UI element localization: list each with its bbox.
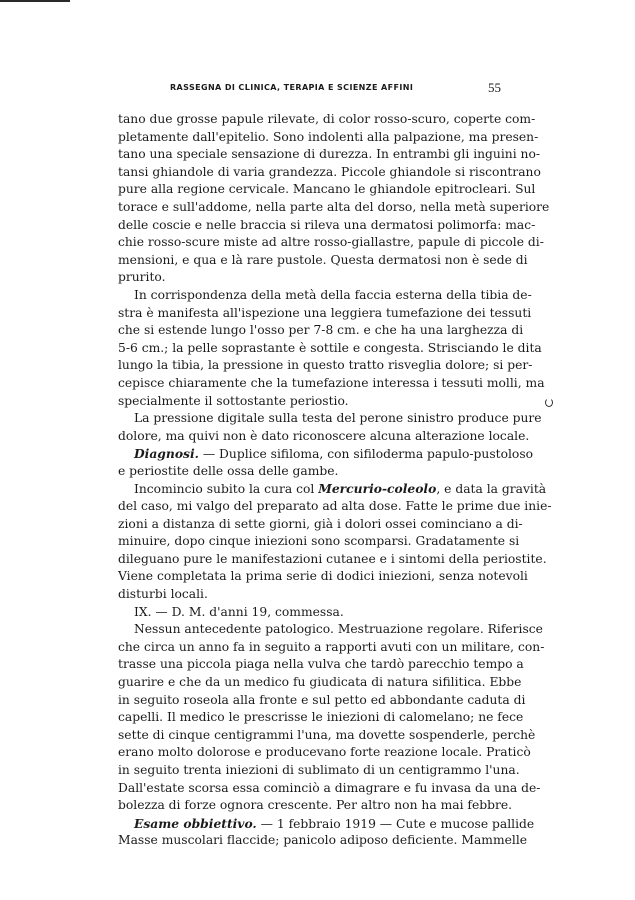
margin-mark	[545, 398, 553, 407]
text-line: Viene completata la prima serie di dodici iniezioni, senza notevoli	[118, 569, 528, 584]
text-line: dileguano pure le manifestazioni cutanee e i sintomi della periostite.	[118, 551, 547, 566]
mercurio-label: Mercurio-coleolo	[318, 481, 437, 497]
text-line: che circa un anno fa in seguito a rapporti avuti con un militare, con-	[118, 639, 545, 654]
mercurio-line	[118, 480, 547, 498]
text-line: mensioni, e qua e là rare pustole. Questa dermatosi non è sede di	[118, 252, 528, 267]
text-line: in seguito trenta iniezioni di sublimato di un centigrammo l'una.	[118, 762, 520, 777]
text-line: — Duplice sifiloma, con sifiloderma papulo-pustoloso	[202, 447, 534, 462]
diagnosi-line	[118, 445, 534, 463]
text-line: Dall'estate scorsa essa cominciò a dimagrare e fu invasa da una de-	[118, 780, 541, 795]
text-line: cepisce chiaramente che la tumefazione interessa i tessuti molli, ma	[118, 375, 545, 390]
text-line: chie rosso-scure miste ad altre rosso-giallastre, papule di piccole di-	[118, 235, 544, 250]
text-line: trasse una piccola piaga nella vulva che tardò parecchio tempo a	[118, 657, 524, 672]
text-line: capelli. Il medico le prescrisse le iniezioni di calomelano; ne fece	[118, 710, 524, 725]
text-line: disturbi locali.	[118, 587, 208, 602]
text-line: Masse muscolari flaccide; panicolo adiposo deficiente. Mammelle	[118, 833, 528, 848]
text-line: pure alla regione cervicale. Mancano le ghiandole epitrocleari. Sul	[118, 182, 536, 197]
text-line: Nessun antecedente patologico. Mestruazione regolare. Riferisce	[134, 622, 543, 637]
text-line: bolezza di forze ognora crescente. Per altro non ha mai febbre.	[118, 798, 513, 813]
text-line: La pressione digitale sulla testa del perone sinistro produce pure	[134, 411, 542, 426]
text-line: torace e sull'addome, nella parte alta del dorso, nella metà superiore	[118, 199, 550, 214]
text-line: zioni a distanza di sette giorni, già i dolori ossei cominciano a di-	[118, 516, 523, 531]
text-line: tano due grosse papule rilevate, di color rosso-scuro, coperte com-	[118, 112, 536, 126]
text-line: prurito.	[118, 270, 166, 285]
text-line: e periostite delle ossa delle gambe.	[118, 463, 339, 478]
esame-line	[118, 815, 535, 833]
page-number: 55	[488, 80, 501, 95]
case-heading: IX. — D. M. d'anni 19, commessa.	[134, 604, 344, 619]
text-line: in seguito roseola alla fronte e sul petto ed abbondante caduta di	[118, 692, 526, 707]
text-line: sette di cinque centigrammi l'una, ma dovette sospenderle, perchè	[118, 727, 536, 742]
text-line: — 1 febbraio 1919 — Cute e mucose pallide	[260, 816, 535, 831]
running-header: RASSEGNA DI CLINICA, TERAPIA E SCIENZE AFFINI	[170, 83, 414, 92]
text-line: tansi ghiandole di varia grandezza. Piccole ghiandole si riscontrano	[118, 164, 541, 179]
text-line: dolore, ma quivi non è dato riconoscere alcuna alterazione locale.	[118, 428, 530, 443]
body-text	[118, 111, 552, 850]
text-line: erano molto dolorose e producevano forte reazione locale. Praticò	[118, 745, 531, 760]
text-line: tano una speciale sensazione di durezza. In entrambi gli inguini no-	[118, 147, 541, 162]
text-line: pletamente dall'epitelio. Sono indolenti alla palpazione, ma presen-	[118, 129, 539, 144]
text-line: In corrispondenza della metà della faccia esterna della tibia de-	[134, 287, 532, 302]
text-line: del caso, mi valgo del preparato ad alta dose. Fatte le prime due inie-	[118, 499, 552, 514]
top-rule	[0, 0, 70, 2]
text-line: minuire, dopo cinque iniezioni sono scomparsi. Gradatamente si	[118, 534, 520, 549]
text-line: specialmente il sottostante periostio.	[118, 393, 349, 408]
text-line: lungo la tibia, la pressione in questo tratto risveglia dolore; si per-	[118, 358, 533, 373]
esame-label: Esame obbiettivo.	[134, 815, 257, 831]
text-line: 5-6 cm.; la pelle soprastante è sottile e congesta. Strisciando le dita	[118, 340, 542, 355]
diagnosi-label: Diagnosi.	[134, 446, 199, 462]
text-line: , e data la gravità	[436, 482, 547, 497]
text-line: Incomincio subito la cura col	[134, 482, 315, 497]
text-line: stra è manifesta all'ispezione una leggiera tumefazione dei tessuti	[118, 305, 532, 320]
text-line: che si estende lungo l'osso per 7-8 cm. e che ha una larghezza di	[118, 323, 524, 338]
text-line: guarire e che da un medico fu giudicata di natura sifilitica. Ebbe	[118, 675, 522, 689]
text-line: delle coscie e nelle braccia si rileva una dermatosi polimorfa: mac-	[118, 217, 536, 232]
